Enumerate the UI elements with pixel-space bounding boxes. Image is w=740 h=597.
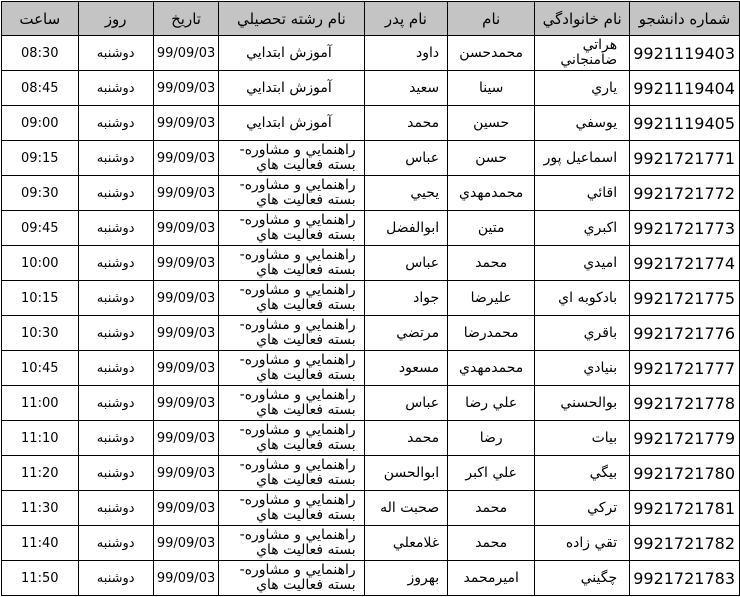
last-name-cell[interactable]: اميدي [535, 246, 630, 281]
last-name-cell[interactable]: تقي زاده [535, 526, 630, 561]
time-cell[interactable]: 11:20 [2, 456, 79, 491]
first-name-cell[interactable]: محمدحسن [448, 36, 535, 71]
table-body [2, 36, 740, 596]
first-name-cell[interactable]: حسين [448, 106, 535, 141]
time-cell[interactable]: 10:30 [2, 316, 79, 351]
last-name-cell[interactable]: تركي [535, 491, 630, 526]
father-name-cell[interactable]: عباس [364, 246, 447, 281]
last-name-cell[interactable]: باقري [535, 316, 630, 351]
header-first-name[interactable]: نام [448, 2, 535, 36]
father-name-cell[interactable]: صحبت اله [364, 491, 447, 526]
student-id-cell[interactable]: 9921721780 [630, 456, 740, 491]
table-row [2, 351, 740, 386]
major-cell[interactable]: راهنمايي و مشاوره- بسته فعاليت هاي [219, 351, 364, 386]
last-name-cell[interactable]: اسماعيل پور [535, 141, 630, 176]
day-cell[interactable]: دوشنبه [78, 421, 153, 456]
table-row [2, 316, 740, 351]
major-cell[interactable]: راهنمايي و مشاوره- بسته فعاليت هاي [219, 491, 364, 526]
major-cell[interactable]: راهنمايي و مشاوره- بسته فعاليت هاي [219, 526, 364, 561]
schedule-sheet [1, 1, 740, 596]
major-cell[interactable]: آموزش ابتدايي [219, 36, 364, 71]
time-cell[interactable]: 08:30 [2, 36, 79, 71]
student-id-cell[interactable]: 9921721773 [630, 211, 740, 246]
major-cell[interactable]: راهنمايي و مشاوره- بسته فعاليت هاي [219, 456, 364, 491]
student-id-cell[interactable]: 9921721782 [630, 526, 740, 561]
header-last-name[interactable]: نام خانوادگي [535, 2, 630, 36]
time-cell[interactable]: 11:50 [2, 561, 79, 596]
student-id-cell[interactable]: 9921119404 [630, 71, 740, 106]
first-name-cell[interactable]: سينا [448, 71, 535, 106]
date-cell[interactable]: 99/09/03 [153, 421, 218, 456]
time-cell[interactable]: 10:00 [2, 246, 79, 281]
day-cell[interactable]: دوشنبه [78, 141, 153, 176]
date-cell[interactable]: 99/09/03 [153, 141, 218, 176]
schedule-table [1, 1, 740, 596]
father-name-cell[interactable]: داود [364, 36, 447, 71]
student-id-cell[interactable]: 9921721779 [630, 421, 740, 456]
major-cell[interactable]: راهنمايي و مشاوره- بسته فعاليت هاي [219, 281, 364, 316]
day-cell[interactable]: دوشنبه [78, 456, 153, 491]
first-name-cell[interactable]: محمدمهدي [448, 351, 535, 386]
date-cell[interactable]: 99/09/03 [153, 351, 218, 386]
last-name-cell[interactable]: بوالحسني [535, 386, 630, 421]
table-row [2, 561, 740, 596]
father-name-cell[interactable]: عباس [364, 386, 447, 421]
student-id-cell[interactable]: 9921119405 [630, 106, 740, 141]
father-name-cell[interactable]: ابوالحسن [364, 456, 447, 491]
first-name-cell[interactable]: محمد [448, 526, 535, 561]
student-id-cell[interactable]: 9921721771 [630, 141, 740, 176]
time-cell[interactable]: 10:45 [2, 351, 79, 386]
first-name-cell[interactable]: حسن [448, 141, 535, 176]
major-cell[interactable]: راهنمايي و مشاوره- بسته فعاليت هاي [219, 176, 364, 211]
last-name-cell[interactable]: هراتي ضامنجاني [535, 36, 630, 71]
date-cell[interactable]: 99/09/03 [153, 246, 218, 281]
major-cell[interactable]: راهنمايي و مشاوره- بسته فعاليت هاي [219, 211, 364, 246]
father-name-cell[interactable]: محمد [364, 421, 447, 456]
first-name-cell[interactable]: محمدرضا [448, 316, 535, 351]
day-cell[interactable]: دوشنبه [78, 281, 153, 316]
major-cell[interactable]: راهنمايي و مشاوره- بسته فعاليت هاي [219, 316, 364, 351]
table-row [2, 386, 740, 421]
time-cell[interactable]: 11:40 [2, 526, 79, 561]
first-name-cell[interactable]: محمد [448, 491, 535, 526]
time-cell[interactable]: 11:00 [2, 386, 79, 421]
time-cell[interactable]: 11:10 [2, 421, 79, 456]
last-name-cell[interactable]: اقائي [535, 176, 630, 211]
date-cell[interactable]: 99/09/03 [153, 386, 218, 421]
student-id-cell[interactable]: 9921721775 [630, 281, 740, 316]
first-name-cell[interactable]: محمدمهدي [448, 176, 535, 211]
day-cell[interactable]: دوشنبه [78, 491, 153, 526]
date-cell[interactable]: 99/09/03 [153, 281, 218, 316]
major-cell[interactable]: آموزش ابتدايي [219, 106, 364, 141]
date-cell[interactable]: 99/09/03 [153, 176, 218, 211]
table-row [2, 421, 740, 456]
student-id-cell[interactable]: 9921119403 [630, 36, 740, 71]
header-father[interactable]: نام پدر [364, 2, 447, 36]
day-cell[interactable]: دوشنبه [78, 246, 153, 281]
father-name-cell[interactable]: مرتضي [364, 316, 447, 351]
last-name-cell[interactable]: اكبري [535, 211, 630, 246]
father-name-cell[interactable]: سعيد [364, 71, 447, 106]
time-cell[interactable]: 09:30 [2, 176, 79, 211]
time-cell[interactable]: 09:15 [2, 141, 79, 176]
table-row [2, 211, 740, 246]
father-name-cell[interactable]: ابوالفضل [364, 211, 447, 246]
father-name-cell[interactable]: غلامعلي [364, 526, 447, 561]
day-cell[interactable]: دوشنبه [78, 106, 153, 141]
last-name-cell[interactable]: بيات [535, 421, 630, 456]
header-time[interactable]: ساعت [2, 2, 79, 36]
student-id-cell[interactable]: 9921721776 [630, 316, 740, 351]
major-cell[interactable]: راهنمايي و مشاوره- بسته فعاليت هاي [219, 141, 364, 176]
day-cell[interactable]: دوشنبه [78, 71, 153, 106]
day-cell[interactable]: دوشنبه [78, 176, 153, 211]
last-name-cell[interactable]: ياري [535, 71, 630, 106]
day-cell[interactable]: دوشنبه [78, 211, 153, 246]
father-name-cell[interactable]: محمد [364, 106, 447, 141]
father-name-cell[interactable]: جواد [364, 281, 447, 316]
father-name-cell[interactable]: عباس [364, 141, 447, 176]
student-id-cell[interactable]: 9921721781 [630, 491, 740, 526]
time-cell[interactable]: 11:30 [2, 491, 79, 526]
first-name-cell[interactable]: محمد [448, 246, 535, 281]
last-name-cell[interactable]: بنيادي [535, 351, 630, 386]
table-row [2, 106, 740, 141]
table-row [2, 246, 740, 281]
day-cell[interactable]: دوشنبه [78, 526, 153, 561]
first-name-cell[interactable]: رضا [448, 421, 535, 456]
day-cell[interactable]: دوشنبه [78, 351, 153, 386]
last-name-cell[interactable]: يوسفي [535, 106, 630, 141]
last-name-cell[interactable]: چگيني [535, 561, 630, 596]
date-cell[interactable]: 99/09/03 [153, 561, 218, 596]
date-cell[interactable]: 99/09/03 [153, 316, 218, 351]
date-cell[interactable]: 99/09/03 [153, 211, 218, 246]
table-row [2, 141, 740, 176]
table-row [2, 36, 740, 71]
time-cell[interactable]: 08:45 [2, 71, 79, 106]
time-cell[interactable]: 09:45 [2, 211, 79, 246]
header-day[interactable]: روز [78, 2, 153, 36]
date-cell[interactable]: 99/09/03 [153, 36, 218, 71]
day-cell[interactable]: دوشنبه [78, 561, 153, 596]
day-cell[interactable]: دوشنبه [78, 36, 153, 71]
first-name-cell[interactable]: متين [448, 211, 535, 246]
major-cell[interactable]: راهنمايي و مشاوره- بسته فعاليت هاي [219, 246, 364, 281]
header-date[interactable]: تاریخ [153, 2, 218, 36]
table-row [2, 281, 740, 316]
father-name-cell[interactable]: يحيي [364, 176, 447, 211]
student-id-cell[interactable]: 9921721783 [630, 561, 740, 596]
header-row [2, 2, 740, 36]
student-id-cell[interactable]: 9921721777 [630, 351, 740, 386]
time-cell[interactable]: 10:15 [2, 281, 79, 316]
table-row [2, 71, 740, 106]
table-row [2, 456, 740, 491]
date-cell[interactable]: 99/09/03 [153, 526, 218, 561]
first-name-cell[interactable]: اميرمحمد [448, 561, 535, 596]
student-id-cell[interactable]: 9921721778 [630, 386, 740, 421]
header-student-id[interactable]: شماره دانشجو [630, 2, 740, 36]
student-id-cell[interactable]: 9921721772 [630, 176, 740, 211]
date-cell[interactable]: 99/09/03 [153, 71, 218, 106]
header-major[interactable]: نام رشته تحصيلي [219, 2, 364, 36]
day-cell[interactable]: دوشنبه [78, 316, 153, 351]
father-name-cell[interactable]: بهروز [364, 561, 447, 596]
father-name-cell[interactable]: مسعود [364, 351, 447, 386]
table-row [2, 176, 740, 211]
date-cell[interactable]: 99/09/03 [153, 106, 218, 141]
last-name-cell[interactable]: بيگي [535, 456, 630, 491]
first-name-cell[interactable]: علي اكبر [448, 456, 535, 491]
major-cell[interactable]: آموزش ابتدايي [219, 71, 364, 106]
table-row [2, 491, 740, 526]
major-cell[interactable]: راهنمايي و مشاوره- بسته فعاليت هاي [219, 421, 364, 456]
table-row [2, 526, 740, 561]
last-name-cell[interactable]: بادكوبه اي [535, 281, 630, 316]
date-cell[interactable]: 99/09/03 [153, 456, 218, 491]
major-cell[interactable]: راهنمايي و مشاوره- بسته فعاليت هاي [219, 386, 364, 421]
time-cell[interactable]: 09:00 [2, 106, 79, 141]
date-cell[interactable]: 99/09/03 [153, 491, 218, 526]
first-name-cell[interactable]: عليرضا [448, 281, 535, 316]
major-cell[interactable]: راهنمايي و مشاوره- بسته فعاليت هاي [219, 561, 364, 596]
day-cell[interactable]: دوشنبه [78, 386, 153, 421]
first-name-cell[interactable]: علي رضا [448, 386, 535, 421]
student-id-cell[interactable]: 9921721774 [630, 246, 740, 281]
